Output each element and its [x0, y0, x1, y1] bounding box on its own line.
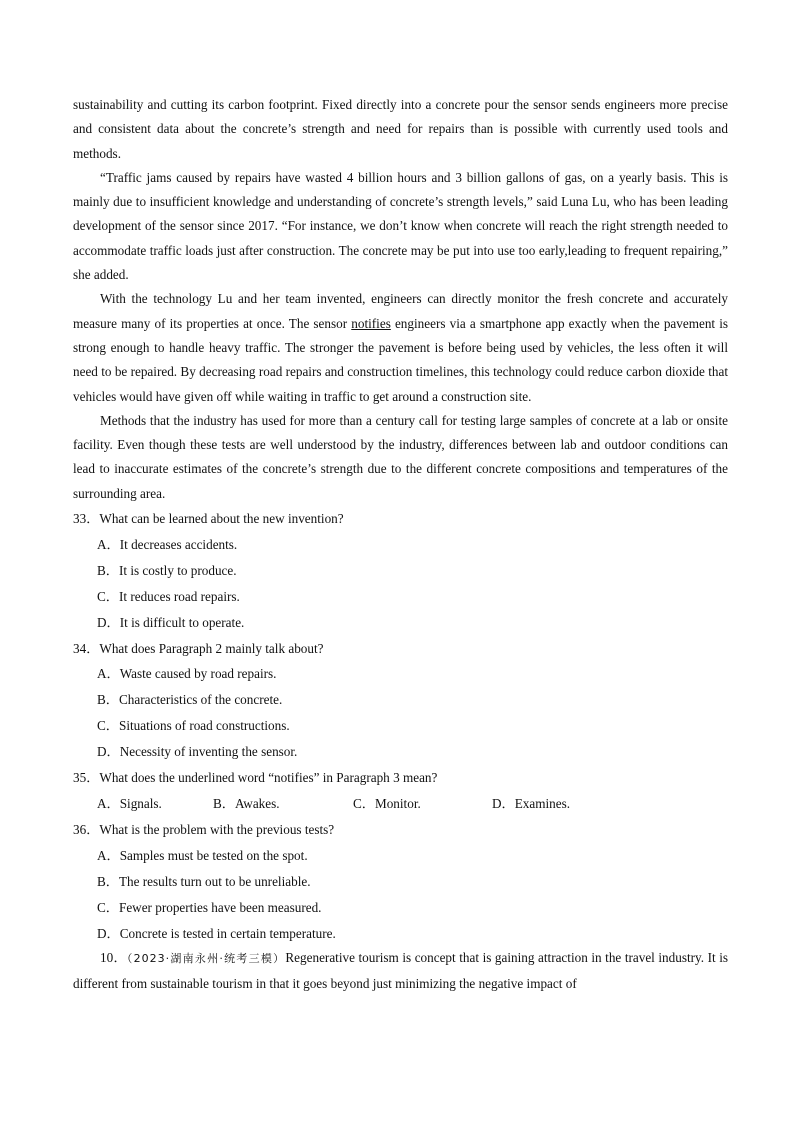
underlined-word: notifies: [351, 315, 391, 331]
question-35-option-a[interactable]: A．Signals.: [97, 796, 162, 812]
passage-paragraph-1: sustainability and cutting its carbon footprint. Fixed directly into a concrete pour the sensor sends engineers more precise and consistent data about the concrete’s strength and need for repairs than is possible with currently used tools and methods.: [73, 97, 728, 161]
question-35-option-b[interactable]: B．Awakes.: [213, 796, 280, 812]
question-text: What does Paragraph 2 mainly talk about?: [99, 640, 324, 656]
question-36-option-d[interactable]: D．Concrete is tested in certain temperature.: [97, 925, 336, 941]
question-number: 33．: [73, 511, 100, 527]
question-33-option-a[interactable]: A．It decreases accidents.: [97, 536, 238, 552]
paragraph-3-text-after: engineers via a smartphone app exactly when the pavement is strong enough to handle heavy traffic. The stronger the pavement is before being used by vehicles, the less often it will need to be repaired. By decreasing road repairs and construction timelines, this technology could reduce carbon dioxide that vehicles would have given off while waiting in traffic to get around a construction site.: [73, 315, 729, 404]
paragraph-3-text-before: With the technology Lu and her team invented, engineers can directly monitor the fresh concrete and accurately measure many of its properties at once. The sensor: [73, 291, 728, 331]
passage-paragraph-2: “Traffic jams caused by repairs have wasted 4 billion hours and 3 billion gallons of gas, on a yearly basis. This is mainly due to insufficient knowledge and understanding of concrete’s strength levels,” said Luna Lu, who has been leading development of the sensor since 2017. “For instance, we don’t know when concrete will reach the right strength needed to accommodate traffic loads just after construction. The concrete may be put into use too early,leading to frequent repairing,” she added.: [73, 169, 728, 283]
question-34-option-c[interactable]: C．Situations of road constructions.: [97, 718, 290, 734]
question-34-option-a[interactable]: A．Waste caused by road repairs.: [97, 666, 277, 682]
question-33-option-d[interactable]: D．It is difficult to operate.: [97, 614, 245, 630]
question-number: 35．: [73, 770, 100, 786]
question-33-option-b[interactable]: B．It is costly to produce.: [97, 562, 237, 578]
question-text: What can be learned about the new invention?: [99, 511, 344, 527]
passage-paragraph-3: [73, 287, 728, 408]
question-36-option-a[interactable]: A．Samples must be tested on the spot.: [97, 847, 308, 863]
question-35-option-d[interactable]: D．Examines.: [492, 796, 571, 812]
question-34-option-b[interactable]: B．Characteristics of the concrete.: [97, 692, 283, 708]
question-34-option-d[interactable]: D．Necessity of inventing the sensor.: [97, 744, 298, 760]
next-passage-source: （2023·湖南永州·统考三模）: [126, 952, 286, 966]
question-35-option-c[interactable]: C．Monitor.: [353, 796, 421, 812]
question-number: 34．: [73, 640, 100, 656]
question-35-options-row: [97, 791, 728, 817]
next-passage-text: Regenerative tourism is concept that is gaining attraction in the travel industry. It is different from sustainable tourism in that it goes beyond just minimizing the negative impact of: [73, 950, 728, 991]
question-text: What does the underlined word “notifies” in Paragraph 3 mean?: [99, 770, 438, 786]
question-33: [73, 506, 728, 532]
next-passage-intro: [73, 946, 728, 996]
question-35: [73, 765, 728, 791]
question-36-option-c[interactable]: C．Fewer properties have been measured.: [97, 899, 322, 915]
next-passage-number: 10．: [100, 950, 127, 966]
question-36: [73, 817, 728, 843]
passage-paragraph-4: Methods that the industry has used for more than a century call for testing large samples of concrete at a lab or onsite facility. Even though these tests are well understood by the industry, differences between lab and outdoor conditions can lead to inaccurate estimates of the concrete’s strength due to the different concrete compositions and temperatures of the surrounding area.: [73, 412, 728, 501]
question-34: [73, 636, 728, 662]
document-page: [73, 93, 728, 996]
question-36-option-b[interactable]: B．The results turn out to be unreliable.: [97, 873, 311, 889]
question-number: 36．: [73, 821, 100, 837]
question-33-option-c[interactable]: C．It reduces road repairs.: [97, 588, 240, 604]
question-text: What is the problem with the previous tests?: [99, 821, 335, 837]
